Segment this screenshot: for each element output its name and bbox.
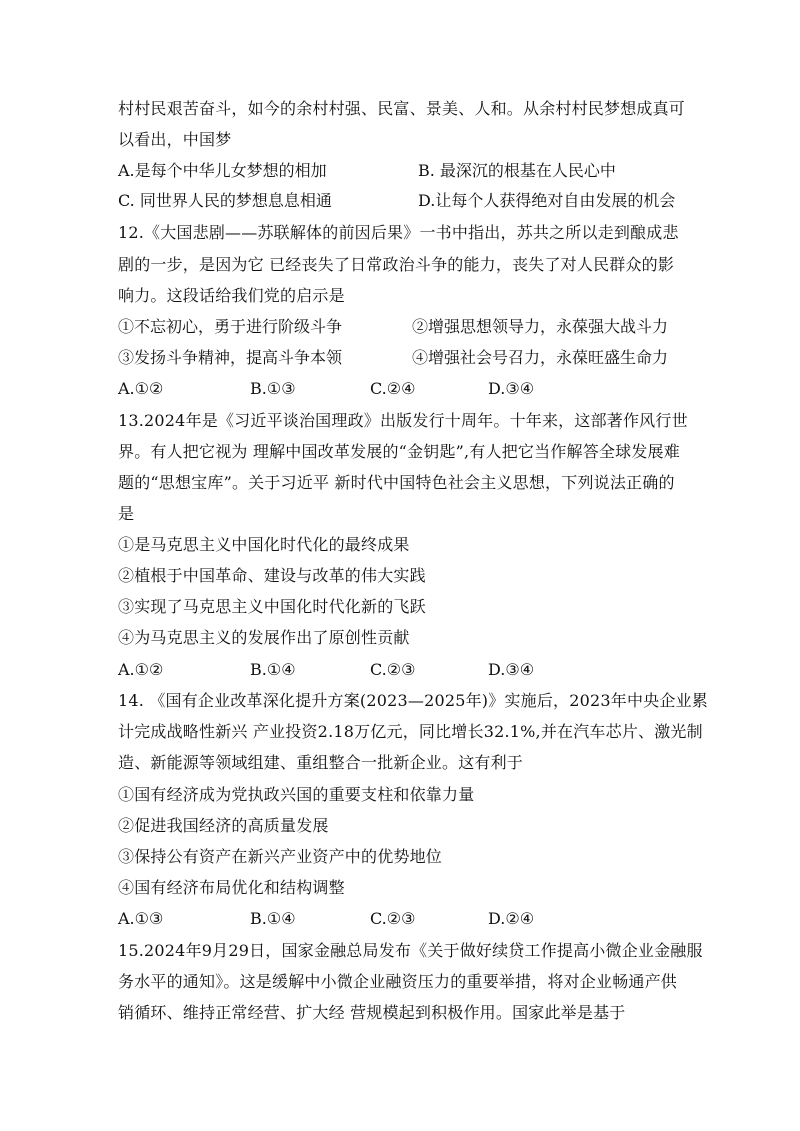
q15-stem-line-3: 销循环、维持正常经营、扩大经 营规模起到积极作用。国家此举是基于: [118, 1003, 626, 1022]
q13-stem-line-2: 界。有人把它视为 理解中国改革发展的“金钥匙”,有人把它当作解答全球发展难: [118, 442, 680, 461]
q11-option-b: B. 最深沉的根基在人民心中: [418, 161, 616, 180]
q14-statement-2: ②促进我国经济的高质量发展: [118, 816, 329, 835]
q12-option-d: D.③④: [488, 379, 535, 398]
q13-option-d: D.③④: [488, 660, 535, 679]
q14-option-a: A.①③: [118, 909, 164, 928]
q14-option-d: D.②④: [488, 909, 535, 928]
q15-stem-line-2: 务水平的通知》。这是缓解中小微企业融资压力的重要举措，将对企业畅通产供: [118, 972, 678, 991]
q12-option-c: C.②④: [370, 379, 416, 398]
q11-option-c: C. 同世界人民的梦想息息相通: [118, 191, 332, 210]
q13-stem-line-4: 是: [118, 504, 135, 523]
q12-option-b: B.①③: [250, 379, 296, 398]
q13-statement-2: ②植根于中国革命、建设与改革的伟大实践: [118, 566, 426, 585]
q13-stem-line-3: 题的“思想宝库”。关于习近平 新时代中国特色社会主义思想，下列说法正确的: [118, 473, 675, 492]
q15-stem-line-1: 15.2024年9月29日，国家金融总局发布《关于做好续贷工作提高小微企业金融服: [118, 941, 703, 960]
q14-statement-3: ③保持公有资产在新兴产业资产中的优势地位: [118, 847, 443, 866]
q13-option-a: A.①②: [118, 660, 164, 679]
q13-option-b: B.①④: [250, 660, 296, 679]
q13-statement-4: ④为马克思主义的发展作出了原创性贡献: [118, 628, 410, 647]
q11-stem-line-2: 以看出，中国梦: [118, 130, 232, 149]
q13-statement-3: ③实现了马克思主义中国化时代化新的飞跃: [118, 597, 426, 616]
q14-statement-4: ④国有经济布局优化和结构调整: [118, 878, 345, 897]
q12-statement-2: ②增强思想领导力，永葆强大战斗力: [412, 317, 669, 336]
q13-option-c: C.②③: [370, 660, 416, 679]
q14-statement-1: ①国有经济成为党执政兴国的重要支柱和依靠力量: [118, 785, 475, 804]
q12-statement-1: ①不忘初心，勇于进行阶级斗争: [118, 317, 343, 336]
q12-option-a: A.①②: [118, 379, 164, 398]
q14-stem-line-2: 计完成战略性新兴 产业投资2.18万亿元，同比增长32.1%,并在汽车芯片、激光制: [118, 722, 703, 741]
q13-statement-1: ①是马克思主义中国化时代化的最终成果: [118, 535, 410, 554]
q11-stem-line-1: 村村民艰苦奋斗，如今的余村村强、民富、景美、人和。从余村村民梦想成真可: [118, 99, 686, 118]
q11-option-d: D.让每个人获得绝对自由发展的机会: [418, 191, 676, 210]
q12-stem-line-2: 剧的一步，是因为它 已经丧失了日常政治斗争的能力，丧失了对人民群众的影: [118, 255, 675, 274]
q12-stem-line-3: 响力。这段话给我们党的启示是: [118, 286, 345, 305]
q14-option-c: C.②③: [370, 909, 416, 928]
q12-statement-4: ④增强社会号召力，永葆旺盛生命力: [412, 348, 669, 367]
q14-option-b: B.①④: [250, 909, 296, 928]
q13-stem-line-1: 13.2024年是《习近平谈治国理政》出版发行十周年。十年来，这部著作风行世: [118, 411, 688, 430]
q14-stem-line-3: 造、新能源等领域组建、重组整合一批新企业。这有利于: [118, 753, 524, 772]
q12-stem-line-1: 12.《大国悲剧——苏联解体的前因后果》一书中指出，苏共之所以走到酿成悲: [118, 223, 679, 242]
q12-statement-3: ③发扬斗争精神，提高斗争本领: [118, 348, 343, 367]
q11-option-a: A.是每个中华儿女梦想的相加: [118, 161, 327, 180]
q14-stem-line-1: 14. 《国有企业改革深化提升方案(2023—2025年)》实施后，2023年中央企业累: [118, 691, 708, 710]
